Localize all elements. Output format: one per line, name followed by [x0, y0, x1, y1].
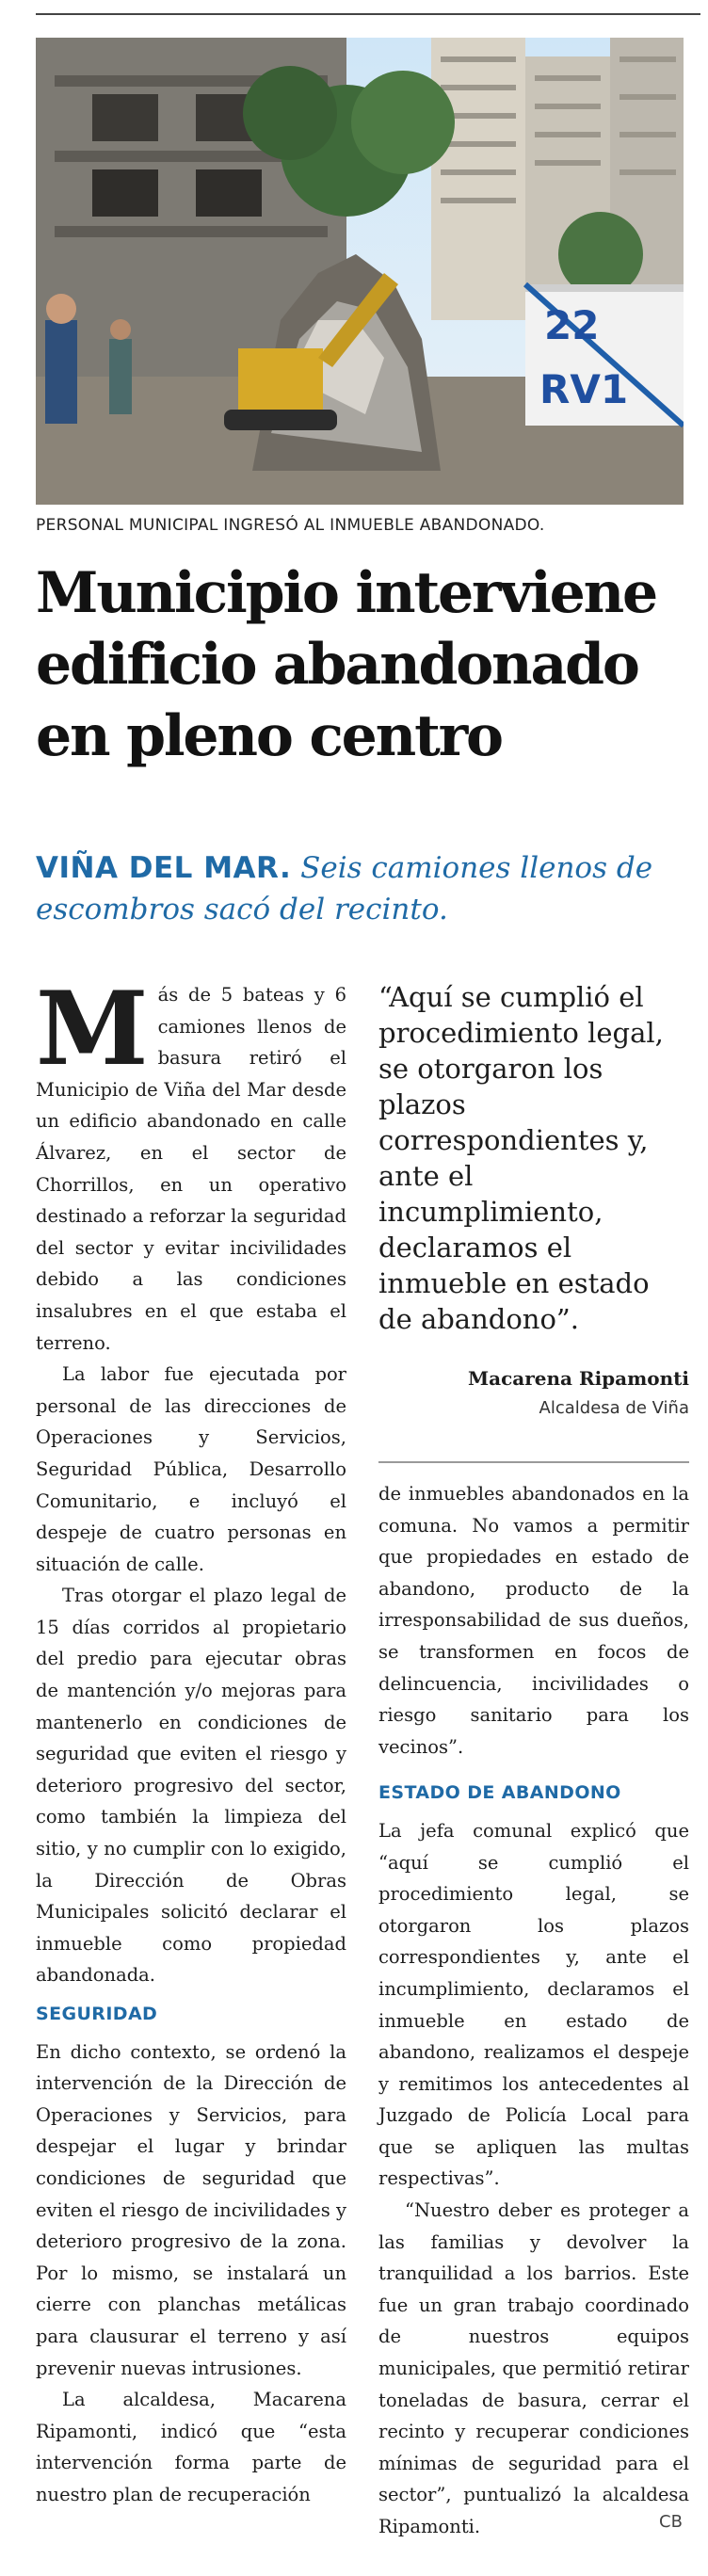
body-paragraph: de inmuebles abandonados en la comuna. No vamos a permitir que propiedades en estado de abandono, producto de la irresponsabilidad de sus dueños, se transformen en focos de delincuencia, incivilidades o riesgo sanitario para los vecinos”.: [378, 1483, 689, 1758]
left-column: [36, 970, 346, 2511]
right-column: [378, 1478, 689, 2543]
photo-caption: PERSONAL MUNICIPAL INGRESÓ AL INMUEBLE ABANDONADO.: [36, 516, 545, 535]
news-photo: [36, 38, 684, 505]
top-rule: [36, 13, 700, 15]
photo-illustration: [36, 38, 684, 505]
lead-text: ás de 5 bateas y 6 camiones llenos de basura retiró el Municipio de Viña del Mar desde un edificio abandonado en calle Álvarez, en el sector de Chorrillos, en un operativo destinado a reforzar la seguridad del sector y evitar incivilidades debido a las condiciones insalubres en el que estaba el terreno.: [36, 984, 346, 1354]
headline-line: en pleno centro: [36, 703, 502, 769]
kicker: [36, 847, 695, 930]
quote-author: Macarena Ripamonti: [468, 1367, 689, 1390]
body-paragraph: La labor fue ejecutada por personal de las direcciones de Operaciones y Servicios, Seguridad Pública, Desarrollo Comunitario, e incluyó el despeje de cuatro personas en situación de calle.: [36, 1363, 346, 1575]
body-paragraph: En dicho contexto, se ordenó la intervención de la Dirección de Operaciones y Servicios, para despejar el lugar y brindar condiciones de seguridad que eviten el riesgo de incivilidades y deterioro progresivo de la zona. Por lo mismo, se instalará un cierre con planchas metálicas para clausurar el terreno y así prevenir nuevas intrusiones.: [36, 2040, 346, 2379]
headline-line: Municipio interviene: [36, 560, 656, 626]
quote-author-role: Alcaldesa de Viña: [539, 1398, 689, 1418]
end-mark: CB: [659, 2512, 683, 2532]
deck: Seis camiones llenos de escombros sacó del recinto.: [36, 851, 653, 926]
subhead-seguridad: SEGURIDAD: [36, 2004, 158, 2024]
truck-code: RV1: [539, 366, 629, 412]
body-paragraph: La jefa comunal explicó que “aquí se cumplió el procedimiento legal, se otorgaron los plazos correspondientes y, ante el incumplimiento, declaramos el inmueble en estado de abandono, realizamos el despeje y remitimos los antecedentes al Juzgado de Policía Local para que se apliquen las multas respectivas”.: [378, 1819, 689, 2190]
truck-number: 22: [544, 302, 600, 348]
pull-quote: “Aquí se cumplió el procedimiento legal, se otorgaron los plazos correspondientes y, ante el incumplimiento, declaramos el inmueble en estado de abandono”.: [378, 981, 664, 1335]
divider: [378, 1461, 689, 1463]
lead-paragraph: [36, 970, 346, 1359]
headline: [36, 557, 695, 772]
body-paragraph: La alcaldesa, Macarena Ripamonti, indicó que “esta intervención forma parte de nuestro plan de recuperación: [36, 2389, 346, 2505]
headline-line: edificio abandonado: [36, 632, 638, 698]
body-paragraph: Tras otorgar el plazo legal de 15 días corridos al propietario del predio para ejecutar obras de mantención y/o mejoras para mantenerlo en condiciones de seguridad que eviten el riesgo y deterioro progresivo del sector, como también la limpieza del sitio, y no cumplir con lo exigido, la Dirección de Obras Municipales solicitó declarar el inmueble como propiedad abandonada.: [36, 1585, 346, 1987]
drop-cap: M: [36, 970, 149, 1088]
body-paragraph: “Nuestro deber es proteger a las familias y devolver la tranquilidad a los barrios. Este fue un gran trabajo coordinado de nuestros equipos municipales, que permitió retirar toneladas de basura, cerrar el recinto y recuperar condiciones mínimas de seguridad para el sector”, puntualizó la alcaldesa Ripamonti.: [378, 2199, 689, 2537]
dateline-place: VIÑA DEL MAR.: [36, 851, 292, 885]
subhead-estado-de-abandono: ESTADO DE ABANDONO: [378, 1782, 621, 1804]
